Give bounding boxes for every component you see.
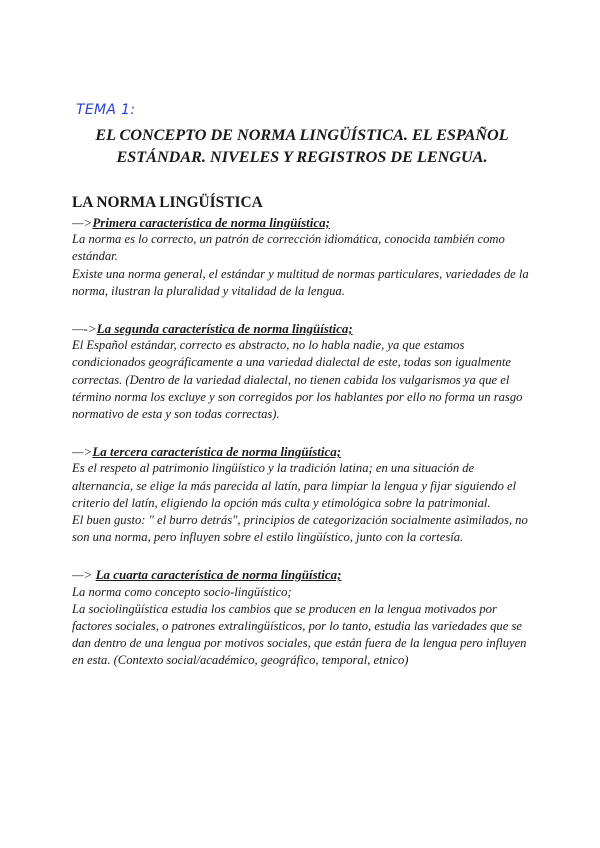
paragraph: La norma es lo correcto, un patrón de corrección idiomática, conocida también como estándar. (72, 232, 505, 264)
arrow-marker: —> (72, 444, 93, 460)
characteristic-heading (72, 320, 532, 337)
paragraph: La norma como concepto socio-lingüístico; (72, 584, 292, 599)
characteristic-label: La cuarta característica de norma lingüística; (95, 567, 342, 583)
characteristic-label: La segunda característica de norma lingüística; (96, 321, 353, 337)
title-line-1: EL CONCEPTO DE NORMA LINGÜÍSTICA. EL ESPAÑOL (95, 126, 509, 144)
characteristic-label: Primera característica de norma lingüística; (92, 215, 330, 230)
section-heading: LA NORMA LINGÜÍSTICA (72, 194, 263, 211)
characteristic-4 (72, 566, 532, 669)
characteristic-1 (72, 214, 532, 300)
document-title (72, 124, 532, 168)
characteristic-heading (72, 443, 532, 460)
arrow-marker: —> (72, 567, 96, 583)
characteristic-2 (72, 320, 532, 423)
characteristic-heading (72, 566, 532, 583)
paragraph: La sociolingüística estudia los cambios que se producen en la lengua motivados por factores sociales, o patrones extralingüísticos, por lo tanto, estudia las variedades que se dan dentro de una lengua por motivos sociales, que están fuera de la lengua pero influyen en esta. (Contexto social/académico, geográfico, temporal, etnico) (72, 601, 527, 668)
paragraph: Existe una norma general, el estándar y multitud de normas particulares, variedades de la norma, ilustran la pluralidad y vitalidad de la lengua. (72, 266, 529, 298)
title-line-2: ESTÁNDAR. NIVELES Y REGISTROS DE LENGUA. (116, 148, 488, 166)
arrow-marker: —-> (72, 321, 97, 337)
characteristic-3 (72, 443, 532, 546)
characteristic-label: La tercera característica de norma lingüística; (92, 444, 342, 460)
paragraph: Es el respeto al patrimonio lingüístico y la tradición latina; en una situación de alternancia, se elige la más parecida al latín, para limpiar la lengua y fijar siguiendo el criterio del latín, eligiendo la opción más culta y etimológica sobre la patrimonial. (72, 461, 517, 510)
arrow-marker: —> (72, 215, 93, 230)
paragraph: El Español estándar, correcto es abstracto, no lo habla nadie, ya que estamos condicionados geográficamente a una variedad dialectal de este, todas son igualmente correctas. (Dentro de la variedad dialectal, no tienen cabida los vulgarismos ya que el término norma los excluye y son corregidos por los hablantes por ello no forma un rasgo normativo de esta y son todas correctas). (72, 338, 523, 422)
paragraph: El buen gusto: " el burro detrás", principios de categorización socialmente asimilados, no son una norma, pero influyen sobre el estilo lingüístico, junto con la cortesía. (72, 513, 528, 545)
characteristic-heading (72, 214, 532, 231)
tema-label: TEMA 1: (76, 102, 136, 118)
